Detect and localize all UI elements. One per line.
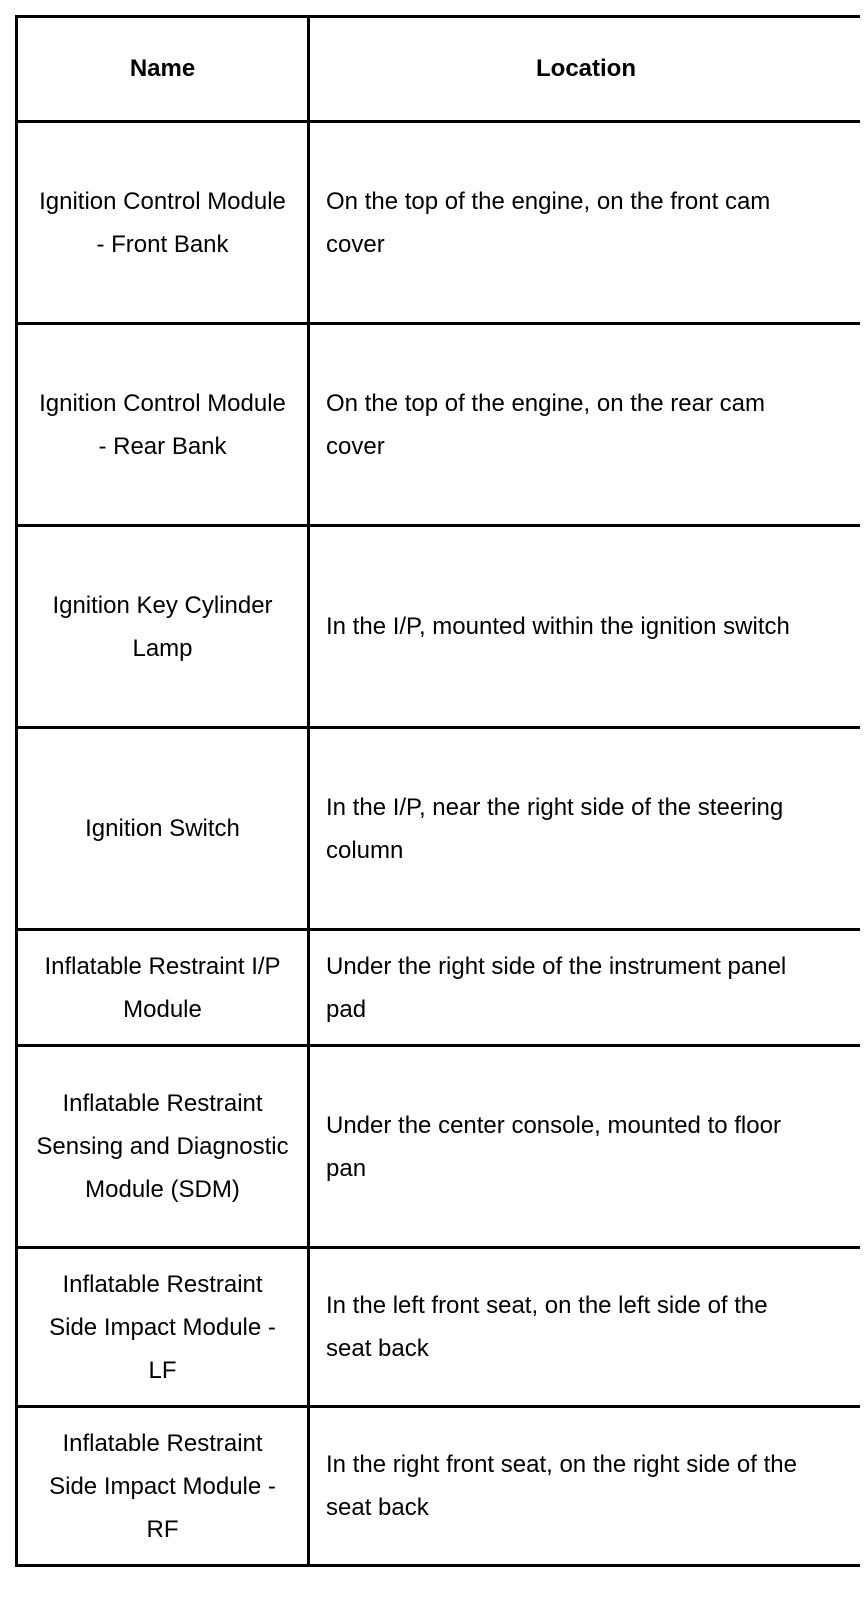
component-location-table (15, 15, 860, 1567)
table-row (17, 1046, 861, 1248)
table-row (17, 1248, 861, 1407)
location-cell: In the left front seat, on the left side of the seat back (309, 1248, 861, 1407)
name-cell: Ignition Control Module - Rear Bank (17, 324, 309, 526)
table-row (17, 930, 861, 1046)
location-cell: Under the right side of the instrument panel pad (309, 930, 861, 1046)
table-row (17, 526, 861, 728)
table-row (17, 728, 861, 930)
location-cell: On the top of the engine, on the front cam cover (309, 122, 861, 324)
name-cell: Inflatable Restraint Side Impact Module - LF (17, 1248, 309, 1407)
column-header-location: Location (309, 17, 861, 122)
location-cell: In the I/P, near the right side of the steering column (309, 728, 861, 930)
table-row (17, 324, 861, 526)
name-cell: Ignition Key Cylinder Lamp (17, 526, 309, 728)
name-cell: Ignition Switch (17, 728, 309, 930)
table-row (17, 122, 861, 324)
name-cell: Inflatable Restraint I/P Module (17, 930, 309, 1046)
location-cell: Under the center console, mounted to floor pan (309, 1046, 861, 1248)
name-cell: Ignition Control Module - Front Bank (17, 122, 309, 324)
component-location-table-container (15, 15, 860, 1615)
location-cell: In the I/P, mounted within the ignition switch (309, 526, 861, 728)
table-row (17, 1407, 861, 1566)
location-cell: On the top of the engine, on the rear cam cover (309, 324, 861, 526)
column-header-name: Name (17, 17, 309, 122)
name-cell: Inflatable Restraint Side Impact Module - RF (17, 1407, 309, 1566)
location-cell: In the right front seat, on the right side of the seat back (309, 1407, 861, 1566)
name-cell: Inflatable Restraint Sensing and Diagnostic Module (SDM) (17, 1046, 309, 1248)
table-header-row (17, 17, 861, 122)
